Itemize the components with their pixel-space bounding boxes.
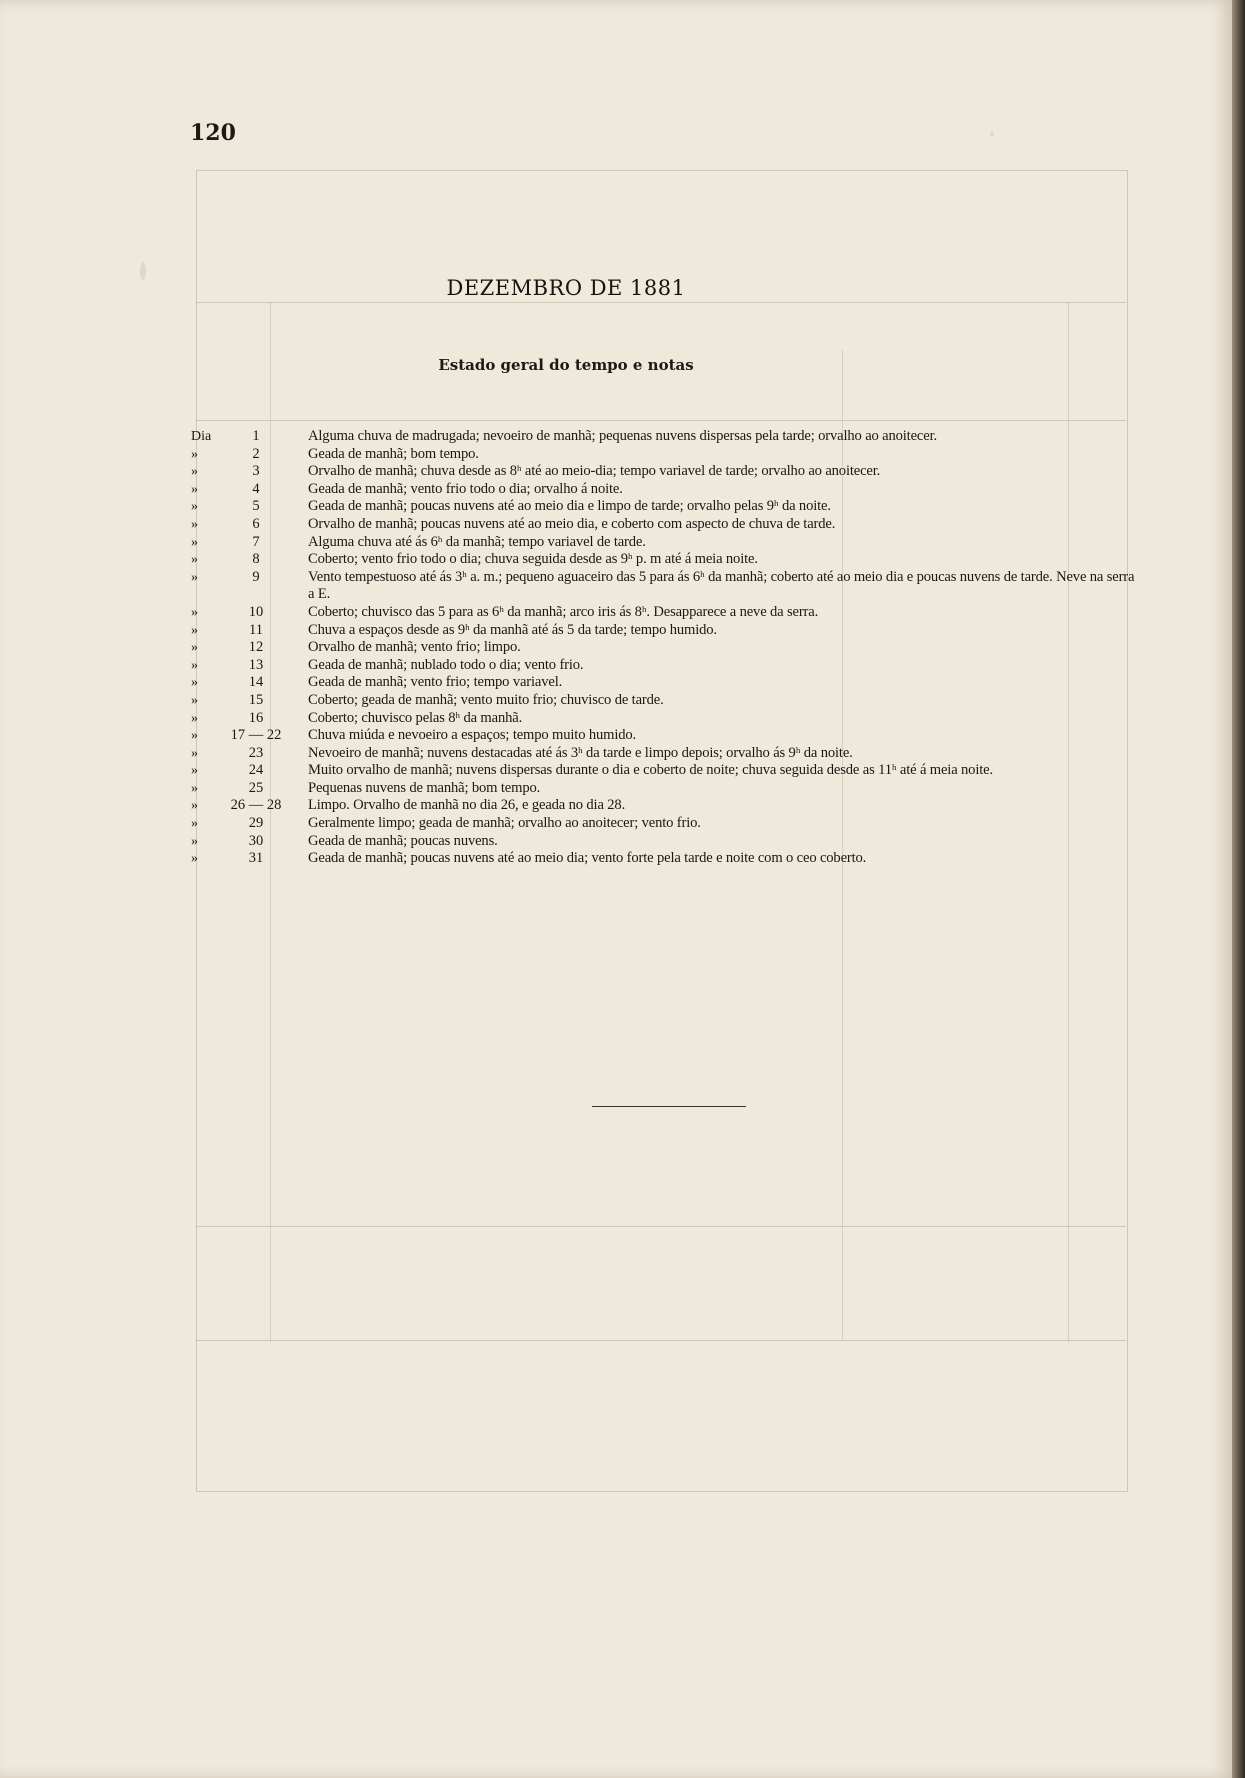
weather-note: Geada de manhã; nublado todo o dia; vento frio. [308,656,584,673]
day-number: 7 [252,533,260,550]
day-label: » [191,675,198,691]
list-item [191,622,1141,640]
day-number: 30 [248,832,264,849]
day-number: 26 — 28 [230,797,282,814]
day-label: » [191,622,198,638]
day-label: » [191,710,198,726]
day-label: » [191,780,198,796]
list-item [191,481,1141,499]
list-item [191,833,1141,851]
list-item [191,780,1141,798]
weather-note: Geada de manhã; bom tempo. [308,445,479,462]
list-item [191,657,1141,675]
day-number: 9 [252,568,260,585]
weather-note: Alguma chuva até ás 6ʰ da manhã; tempo variavel de tarde. [308,533,646,550]
page-title: DEZEMBRO DE 1881 [446,276,686,300]
day-number: 23 [248,744,264,761]
day-label: Dia [191,429,212,444]
bleed-through-line [196,302,1126,303]
day-label: » [191,446,198,462]
day-number: 6 [252,515,260,532]
bleed-through-line [196,1340,1126,1341]
weather-note: Orvalho de manhã; vento frio; limpo. [308,639,521,656]
weather-note: Nevoeiro de manhã; nuvens destacadas até ás 3ʰ da tarde e limpo depois; orvalho ás 9ʰ da noite. [308,744,853,761]
weather-note: Geada de manhã; poucas nuvens até ao meio dia e limpo de tarde; orvalho pelas 9ʰ da noite. [308,498,831,515]
list-item [191,498,1141,516]
day-label: » [191,604,198,620]
day-number: 16 [248,709,264,726]
weather-note: Geada de manhã; vento frio todo o dia; orvalho á noite. [308,480,623,497]
day-label: » [191,745,198,761]
day-number: 12 [248,639,264,656]
day-label: » [191,534,198,550]
day-label: » [191,798,198,814]
weather-note: Orvalho de manhã; poucas nuvens até ao meio dia, e coberto com aspecto de chuva de tarde. [308,515,836,532]
weather-note: Pequenas nuvens de manhã; bom tempo. [308,779,541,796]
day-label: » [191,516,198,532]
day-label: » [191,464,198,480]
day-number: 11 [249,621,263,638]
list-item [191,850,1141,868]
weather-note: Chuva a espaços desde as 9ʰ da manhã até ás 5 da tarde; tempo humido. [308,621,717,638]
weather-note: Geada de manhã; poucas nuvens até ao meio dia; vento forte pela tarde e noite com o ceo coberto. [308,850,867,867]
weather-note: Coberto; chuvisco das 5 para as 6ʰ da manhã; arco iris ás 8ʰ. Desapparece a neve da serra. [308,603,819,620]
list-item [191,446,1141,464]
paper-mark [990,132,994,136]
day-label: » [191,499,198,515]
day-number: 15 [248,691,264,708]
day-number: 17 — 22 [230,727,282,744]
day-number: 29 [248,815,264,832]
weather-note: Geada de manhã; vento frio; tempo variavel. [308,674,563,691]
day-label: » [191,763,198,779]
day-number: 25 [248,779,264,796]
list-item [191,569,1141,604]
weather-note: Vento tempestuoso até ás 3ʰ a. m.; pequeno aguaceiro das 5 para ás 6ʰ da manhã; coberto até ao meio dia e poucas nuvens de tarde. Neve na serra a E. [308,568,1135,603]
list-item [191,692,1141,710]
list-item [191,604,1141,622]
day-label: » [191,851,198,867]
day-number: 8 [252,551,260,568]
list-item [191,762,1141,780]
day-number: 2 [252,445,260,462]
list-item [191,639,1141,657]
weather-note: Orvalho de manhã; chuva desde as 8ʰ até ao meio-dia; tempo variavel de tarde; orvalho ao anoitecer. [308,463,881,480]
list-item [191,727,1141,745]
list-item [191,710,1141,728]
day-label: » [191,481,198,497]
day-number: 4 [252,480,260,497]
weather-note: Coberto; vento frio todo o dia; chuva seguida desde as 9ʰ p. m até á meia noite. [308,551,758,568]
day-number: 14 [248,674,264,691]
bleed-through-line [196,1226,1126,1227]
day-label: » [191,640,198,656]
day-number: 5 [252,498,260,515]
day-number: 13 [248,656,264,673]
page-number: 120 [190,120,236,146]
day-label: » [191,816,198,832]
day-label: » [191,833,198,849]
weather-note: Limpo. Orvalho de manhã no dia 26, e geada no dia 28. [308,797,626,814]
list-item [191,551,1141,569]
day-label: » [191,552,198,568]
weather-note: Geralmente limpo; geada de manhã; orvalho ao anoitecer; vento frio. [308,815,701,832]
weather-note: Alguma chuva de madrugada; nevoeiro de manhã; pequenas nuvens dispersas pela tarde; orvalho ao anoitecer. [308,428,937,444]
weather-notes-list [191,428,1141,868]
day-label: » [191,569,198,585]
bleed-through-line [196,420,1126,421]
weather-note: Chuva miúda e nevoeiro a espaços; tempo muito humido. [308,727,637,744]
list-item [191,428,1141,446]
list-item [191,463,1141,481]
day-number: 10 [248,603,264,620]
weather-note: Coberto; geada de manhã; vento muito frio; chuvisco de tarde. [308,691,664,708]
list-item [191,534,1141,552]
day-label: » [191,692,198,708]
page-edge [1232,0,1245,1778]
list-item [191,674,1141,692]
list-item [191,745,1141,763]
day-number: 3 [252,463,260,480]
list-item [191,516,1141,534]
day-label: » [191,657,198,673]
weather-note: Coberto; chuvisco pelas 8ʰ da manhã. [308,709,523,726]
day-number: 31 [248,850,264,867]
day-label: » [191,728,198,744]
weather-note: Muito orvalho de manhã; nuvens dispersas durante o dia e coberto de noite; chuva seguida desde as 11ʰ até á meia noite. [308,762,993,779]
list-item [191,797,1141,815]
day-number: 24 [248,762,264,779]
day-number: 1 [252,428,260,444]
list-item [191,815,1141,833]
section-subtitle: Estado geral do tempo e notas [438,356,694,374]
weather-note: Geada de manhã; poucas nuvens. [308,832,498,849]
closing-rule [592,1106,746,1107]
